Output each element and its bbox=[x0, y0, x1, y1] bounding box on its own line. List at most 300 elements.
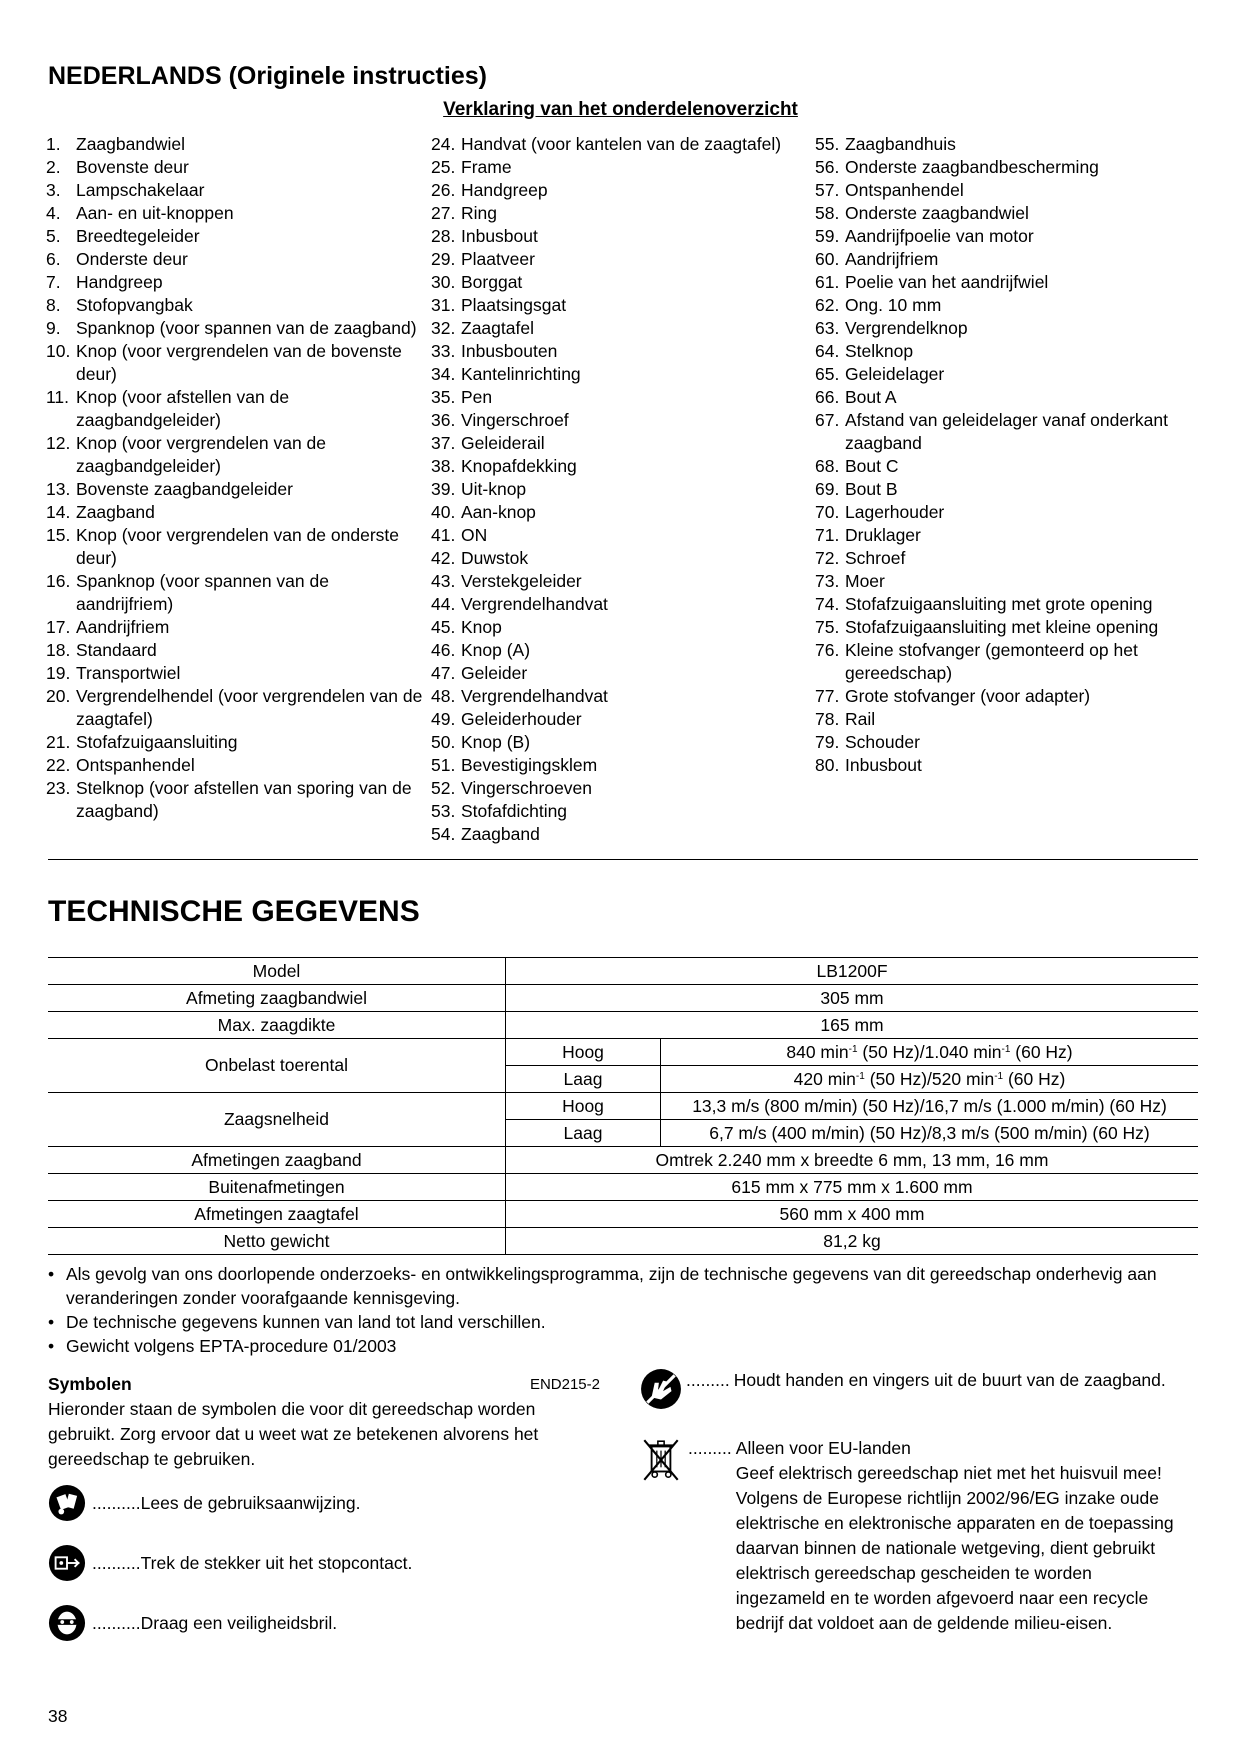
part-label: Stofafzuigaansluiting bbox=[76, 732, 238, 752]
part-item bbox=[431, 317, 811, 340]
part-label: Vergrendelhandvat bbox=[461, 594, 608, 614]
part-item bbox=[431, 363, 811, 386]
part-number: 24. bbox=[431, 134, 456, 154]
part-number: 57. bbox=[815, 180, 840, 200]
symbols-title: Symbolen bbox=[48, 1374, 132, 1394]
part-number: 17. bbox=[46, 617, 71, 637]
part-label: Transportwiel bbox=[76, 663, 181, 683]
spec-value: 305 mm bbox=[506, 985, 1199, 1012]
part-number: 18. bbox=[46, 640, 71, 660]
part-number: 29. bbox=[431, 249, 456, 269]
part-number: 42. bbox=[431, 548, 456, 568]
spec-sublabel: Hoog bbox=[506, 1093, 661, 1120]
part-label: Geleiderail bbox=[461, 433, 545, 453]
part-number: 62. bbox=[815, 295, 840, 315]
symbol-hands: ......... Houdt handen en vingers uit de buurt van de zaagband. bbox=[640, 1368, 1184, 1410]
part-number: 7. bbox=[46, 272, 61, 292]
eu-line: Alleen voor EU-landen bbox=[735, 1438, 911, 1458]
part-number: 43. bbox=[431, 571, 456, 591]
part-item bbox=[431, 179, 811, 202]
parts-list-col-2 bbox=[431, 133, 811, 846]
part-number: 2. bbox=[46, 157, 61, 177]
part-item bbox=[815, 294, 1205, 317]
part-item bbox=[431, 340, 811, 363]
part-item bbox=[815, 363, 1205, 386]
part-item bbox=[431, 731, 811, 754]
spec-row-blade bbox=[48, 1147, 1198, 1174]
part-item bbox=[46, 202, 426, 225]
spec-value: 13,3 m/s (800 m/min) (50 Hz)/16,7 m/s (1.000 m/min) (60 Hz) bbox=[661, 1093, 1199, 1120]
part-label: Bovenste zaagbandgeleider bbox=[76, 479, 293, 499]
part-item bbox=[46, 133, 426, 156]
note-item: • Gewicht volgens EPTA-procedure 01/2003 bbox=[48, 1336, 397, 1356]
part-item bbox=[46, 524, 426, 570]
part-label: Frame bbox=[461, 157, 512, 177]
part-number: 52. bbox=[431, 778, 456, 798]
part-number: 4. bbox=[46, 203, 61, 223]
part-number: 46. bbox=[431, 640, 456, 660]
part-item bbox=[815, 202, 1205, 225]
part-label: Aan- en uit-knoppen bbox=[76, 203, 234, 223]
part-item bbox=[46, 639, 426, 662]
spec-label: Onbelast toerental bbox=[48, 1039, 506, 1093]
spec-value: 840 $\min^{-1} (50$ Hz)/1.040 $\min^{-1} (60$ Hz) bbox=[661, 1039, 1199, 1066]
part-number: 78. bbox=[815, 709, 840, 729]
part-label: Zaagtafel bbox=[461, 318, 534, 338]
part-item bbox=[815, 731, 1205, 754]
part-number: 50. bbox=[431, 732, 456, 752]
part-item bbox=[431, 409, 811, 432]
spec-sublabel: Laag bbox=[506, 1066, 661, 1093]
part-label: Uit-knop bbox=[461, 479, 527, 499]
symbol-read-manual: .......... Lees de gebruiksaanwijzing. bbox=[48, 1484, 361, 1522]
spec-value: 165 mm bbox=[506, 1012, 1199, 1039]
spec-row-table bbox=[48, 1201, 1198, 1228]
symbols-code: END215-2 bbox=[529, 1376, 600, 1393]
spec-row-outer bbox=[48, 1174, 1198, 1201]
part-number: 23. bbox=[46, 778, 71, 798]
part-number: 34. bbox=[431, 364, 456, 384]
part-number: 65. bbox=[815, 364, 840, 384]
spec-row-model bbox=[48, 958, 1198, 985]
part-number: 12. bbox=[46, 433, 71, 453]
part-item bbox=[46, 317, 426, 340]
part-item bbox=[431, 570, 811, 593]
part-number: 30. bbox=[431, 272, 456, 292]
part-label: Aandrijfpoelie van motor bbox=[845, 226, 1034, 246]
part-number: 49. bbox=[431, 709, 456, 729]
part-label: Bevestigingsklem bbox=[461, 755, 598, 775]
part-label: Stofafzuigaansluiting met kleine opening bbox=[845, 617, 1159, 637]
part-item bbox=[431, 225, 811, 248]
symbol-label: Draag een veiligheidsbril. bbox=[140, 1612, 338, 1633]
part-label: Lagerhouder bbox=[845, 502, 945, 522]
part-item bbox=[431, 156, 811, 179]
parts-list-col-3 bbox=[815, 133, 1205, 777]
part-item bbox=[46, 616, 426, 639]
safety-goggles-icon bbox=[48, 1604, 86, 1642]
note-item: • Als gevolg van ons doorlopende onderzoeks- en ontwikkelingsprogramma, zijn de technische gegevens van dit gereedschap onderhevig aan veranderingen zonder voorafgaande kennisgeving. bbox=[48, 1264, 1157, 1308]
part-number: 59. bbox=[815, 226, 840, 246]
keep-hands-away-icon bbox=[640, 1368, 682, 1410]
part-item bbox=[46, 340, 426, 386]
part-item bbox=[815, 225, 1205, 248]
spec-value: LB1200F bbox=[506, 958, 1199, 985]
part-number: 27. bbox=[431, 203, 456, 223]
part-number: 75. bbox=[815, 617, 840, 637]
part-label: Knop bbox=[461, 617, 502, 637]
part-number: 60. bbox=[815, 249, 840, 269]
part-label: Onderste deur bbox=[76, 249, 188, 269]
spec-label: Netto gewicht bbox=[48, 1228, 506, 1255]
parts-list-col-1 bbox=[46, 133, 426, 823]
part-number: 63. bbox=[815, 318, 840, 338]
part-item bbox=[815, 248, 1205, 271]
part-label: Afstand van geleidelager vanaf onderkant zaagband bbox=[845, 410, 1169, 453]
part-item bbox=[431, 294, 811, 317]
part-number: 72. bbox=[815, 548, 840, 568]
part-item bbox=[815, 616, 1205, 639]
part-label: Zaagband bbox=[461, 824, 540, 844]
part-item bbox=[431, 777, 811, 800]
part-number: 26. bbox=[431, 180, 456, 200]
part-number: 22. bbox=[46, 755, 71, 775]
part-number: 79. bbox=[815, 732, 840, 752]
part-label: Onderste zaagbandbescherming bbox=[845, 157, 1099, 177]
part-number: 48. bbox=[431, 686, 456, 706]
part-item bbox=[815, 501, 1205, 524]
part-label: Rail bbox=[845, 709, 876, 729]
part-item bbox=[46, 179, 426, 202]
part-item bbox=[815, 386, 1205, 409]
tech-title: TECHNISCHE GEGEVENS bbox=[48, 895, 420, 928]
part-number: 3. bbox=[46, 180, 61, 200]
part-item bbox=[815, 685, 1205, 708]
part-label: Stofafdichting bbox=[461, 801, 568, 821]
spec-table bbox=[48, 957, 1198, 1255]
eu-text bbox=[736, 1436, 1186, 1636]
part-label: Aan-knop bbox=[461, 502, 536, 522]
part-number: 45. bbox=[431, 617, 456, 637]
parts-heading: Verklaring van het onderdelenoverzicht bbox=[443, 99, 798, 120]
part-number: 38. bbox=[431, 456, 456, 476]
part-number: 6. bbox=[46, 249, 61, 269]
part-number: 51. bbox=[431, 755, 456, 775]
part-item bbox=[46, 156, 426, 179]
part-label: Inbusbout bbox=[461, 226, 538, 246]
spec-label: Afmeting zaagbandwiel bbox=[48, 985, 506, 1012]
part-label: Pen bbox=[461, 387, 493, 407]
part-label: Druklager bbox=[845, 525, 921, 545]
part-label: Inbusbouten bbox=[461, 341, 558, 361]
symbol-label: Houdt handen en vingers uit de buurt van de zaagband. bbox=[733, 1370, 1166, 1390]
part-number: 55. bbox=[815, 134, 840, 154]
spec-label: Zaagsnelheid bbox=[48, 1093, 506, 1147]
section-divider bbox=[48, 859, 1198, 860]
part-label: Inbusbout bbox=[845, 755, 922, 775]
part-label: Geleider bbox=[461, 663, 528, 683]
part-label: Bovenste deur bbox=[76, 157, 189, 177]
part-item bbox=[815, 179, 1205, 202]
part-number: 40. bbox=[431, 502, 456, 522]
spec-value: 560 mm x 400 mm bbox=[506, 1201, 1199, 1228]
part-label: Vingerschroef bbox=[461, 410, 569, 430]
part-label: Moer bbox=[845, 571, 885, 591]
symbol-eu-disposal: ......... Alleen voor EU-landen Geef elektrisch gereedschap niet met het huisvuil mee! Volgens de Europese richtlijn 2002/96/EG inzake oude elektrische en elektronische apparaten en de toepassing daarvan binnen de nationale wetgeving, dient gebruikt elektrisch gereedschap gescheiden te worden ingezameld en te worden afgevoerd naar een recycle bedrijf dat voldoet aan de geldende milieu-eisen. bbox=[640, 1436, 1186, 1636]
part-item bbox=[431, 662, 811, 685]
part-number: 14. bbox=[46, 502, 71, 522]
part-item bbox=[815, 524, 1205, 547]
part-item bbox=[431, 478, 811, 501]
part-number: 69. bbox=[815, 479, 840, 499]
part-number: 10. bbox=[46, 341, 71, 361]
spec-notes bbox=[48, 1262, 1198, 1358]
spec-label: Buitenafmetingen bbox=[48, 1174, 506, 1201]
part-item bbox=[431, 386, 811, 409]
part-label: Verstekgeleider bbox=[461, 571, 582, 591]
part-label: Knopafdekking bbox=[461, 456, 577, 476]
part-number: 67. bbox=[815, 410, 840, 430]
part-item bbox=[431, 800, 811, 823]
crossed-bin-icon bbox=[640, 1436, 682, 1484]
read-manual-icon bbox=[48, 1484, 86, 1522]
part-item bbox=[431, 823, 811, 846]
page-number: 38 bbox=[48, 1706, 68, 1726]
part-label: Ong. 10 mm bbox=[845, 295, 942, 315]
part-number: 71. bbox=[815, 525, 840, 545]
part-number: 70. bbox=[815, 502, 840, 522]
part-number: 32. bbox=[431, 318, 456, 338]
part-label: Ontspanhendel bbox=[845, 180, 964, 200]
part-label: Grote stofvanger (voor adapter) bbox=[845, 686, 1091, 706]
part-label: Stofopvangbak bbox=[76, 295, 193, 315]
part-number: 25. bbox=[431, 157, 456, 177]
part-label: Spanknop (voor spannen van de aandrijfriem) bbox=[76, 571, 329, 614]
part-item bbox=[815, 409, 1205, 455]
spec-label: Model bbox=[48, 958, 506, 985]
part-item bbox=[46, 386, 426, 432]
part-number: 37. bbox=[431, 433, 456, 453]
spec-value: 81,2 kg bbox=[506, 1228, 1199, 1255]
spec-row-wheel bbox=[48, 985, 1198, 1012]
symbols-header bbox=[48, 1372, 600, 1397]
part-item bbox=[431, 547, 811, 570]
part-item bbox=[46, 294, 426, 317]
part-label: Vergrendelhandvat bbox=[461, 686, 608, 706]
part-number: 73. bbox=[815, 571, 840, 591]
part-label: Geleidelager bbox=[845, 364, 945, 384]
part-item bbox=[46, 501, 426, 524]
symbol-label: Trek de stekker uit het stopcontact. bbox=[140, 1552, 413, 1573]
part-item bbox=[431, 616, 811, 639]
part-number: 74. bbox=[815, 594, 840, 614]
spec-row-saw-high bbox=[48, 1093, 1198, 1120]
eu-line: Geef elektrisch gereedschap niet met het huisvuil mee! bbox=[735, 1463, 1162, 1483]
part-label: Vergrendelknop bbox=[845, 318, 968, 338]
part-number: 56. bbox=[815, 157, 840, 177]
part-number: 39. bbox=[431, 479, 456, 499]
part-label: Knop (voor vergrendelen van de onderste deur) bbox=[76, 525, 399, 568]
part-label: Bout A bbox=[845, 387, 897, 407]
part-label: Zaagbandhuis bbox=[845, 134, 956, 154]
part-item bbox=[431, 685, 811, 708]
part-label: Spanknop (voor spannen van de zaagband) bbox=[76, 318, 417, 338]
part-number: 58. bbox=[815, 203, 840, 223]
part-item bbox=[431, 754, 811, 777]
part-number: 1. bbox=[46, 134, 61, 154]
spec-value: 6,7 m/s (400 m/min) (50 Hz)/8,3 m/s (500 m/min) (60 Hz) bbox=[661, 1120, 1199, 1147]
spec-row-depth bbox=[48, 1012, 1198, 1039]
part-label: Stelknop (voor afstellen van sporing van de zaagband) bbox=[76, 778, 412, 821]
part-label: Zaagbandwiel bbox=[76, 134, 185, 154]
part-label: Onderste zaagbandwiel bbox=[845, 203, 1029, 223]
part-item bbox=[431, 133, 811, 156]
part-label: Bout B bbox=[845, 479, 898, 499]
eu-line: Volgens de Europese richtlijn 2002/96/EG inzake oude elektrische en elektronische apparaten en de toepassing daarvan binnen de nationale wetgeving, dient gebruikt elektrisch gereedschap gescheiden te worden ingezameld en te worden afgevoerd naar een recycle bedrijf dat voldoet aan de geldende milieu-eisen. bbox=[735, 1488, 1174, 1633]
part-item bbox=[815, 455, 1205, 478]
part-label: Duwstok bbox=[461, 548, 529, 568]
part-label: Schroef bbox=[845, 548, 906, 568]
part-number: 15. bbox=[46, 525, 71, 545]
spec-row-weight bbox=[48, 1228, 1198, 1255]
symbols-section bbox=[48, 1372, 600, 1633]
part-label: Kleine stofvanger (gemonteerd op het gereedschap) bbox=[845, 640, 1138, 683]
part-label: ON bbox=[461, 525, 488, 545]
part-item bbox=[46, 731, 426, 754]
part-item bbox=[46, 432, 426, 478]
part-number: 5. bbox=[46, 226, 61, 246]
spec-value: 420 $\min^{-1} (50$ Hz)/520 $\min^{-1} (60$ Hz) bbox=[661, 1066, 1199, 1093]
part-label: Ring bbox=[461, 203, 497, 223]
unplug-icon bbox=[48, 1544, 86, 1582]
part-label: Plaatveer bbox=[461, 249, 535, 269]
part-number: 8. bbox=[46, 295, 61, 315]
part-number: 33. bbox=[431, 341, 456, 361]
spec-label: Afmetingen zaagband bbox=[48, 1147, 506, 1174]
part-item bbox=[431, 708, 811, 731]
part-item bbox=[431, 501, 811, 524]
part-number: 53. bbox=[431, 801, 456, 821]
part-number: 77. bbox=[815, 686, 840, 706]
part-label: Knop (voor afstellen van de zaagbandgeleider) bbox=[76, 387, 290, 430]
part-number: 44. bbox=[431, 594, 456, 614]
part-label: Borggat bbox=[461, 272, 523, 292]
note-item: • De technische gegevens kunnen van land tot land verschillen. bbox=[48, 1312, 546, 1332]
part-item bbox=[815, 547, 1205, 570]
part-label: Aandrijfriem bbox=[845, 249, 939, 269]
page-title: NEDERLANDS (Originele instructies) bbox=[48, 62, 487, 90]
part-item bbox=[815, 478, 1205, 501]
part-item bbox=[815, 340, 1205, 363]
part-item bbox=[46, 662, 426, 685]
part-number: 36. bbox=[431, 410, 456, 430]
part-item bbox=[815, 708, 1205, 731]
part-number: 76. bbox=[815, 640, 840, 660]
symbols-intro: Hieronder staan de symbolen die voor dit gereedschap worden gebruikt. Zorg ervoor dat u weet wat ze betekenen alvorens het gereedschap te gebruiken. bbox=[48, 1399, 539, 1469]
part-label: Standaard bbox=[76, 640, 157, 660]
part-label: Geleiderhouder bbox=[461, 709, 582, 729]
part-label: Bout C bbox=[845, 456, 899, 476]
part-number: 16. bbox=[46, 571, 71, 591]
part-item bbox=[431, 202, 811, 225]
part-label: Knop (A) bbox=[461, 640, 531, 660]
part-item bbox=[815, 593, 1205, 616]
part-number: 61. bbox=[815, 272, 840, 292]
part-number: 64. bbox=[815, 341, 840, 361]
part-number: 21. bbox=[46, 732, 71, 752]
spec-label: Afmetingen zaagtafel bbox=[48, 1201, 506, 1228]
part-label: Plaatsingsgat bbox=[461, 295, 567, 315]
part-label: Breedtegeleider bbox=[76, 226, 200, 246]
part-label: Vergrendelhendel (voor vergrendelen van de zaagtafel) bbox=[76, 686, 423, 729]
part-label: Stofafzuigaansluiting met grote opening bbox=[845, 594, 1153, 614]
part-label: Knop (B) bbox=[461, 732, 531, 752]
symbol-goggles: .......... Draag een veiligheidsbril. bbox=[48, 1604, 337, 1642]
part-number: 68. bbox=[815, 456, 840, 476]
part-label: Vingerschroeven bbox=[461, 778, 593, 798]
spec-sublabel: Laag bbox=[506, 1120, 661, 1147]
part-number: 13. bbox=[46, 479, 71, 499]
spec-row-speed-high bbox=[48, 1039, 1198, 1066]
part-number: 9. bbox=[46, 318, 61, 338]
part-item bbox=[815, 570, 1205, 593]
part-item bbox=[431, 248, 811, 271]
part-label: Handvat (voor kantelen van de zaagtafel) bbox=[461, 134, 782, 154]
spec-value: Omtrek 2.240 mm x breedte 6 mm, 13 mm, 16 mm bbox=[506, 1147, 1199, 1174]
part-item bbox=[815, 639, 1205, 685]
spec-label: Max. zaagdikte bbox=[48, 1012, 506, 1039]
part-label: Knop (voor vergrendelen van de zaagbandgeleider) bbox=[76, 433, 327, 476]
part-number: 47. bbox=[431, 663, 456, 683]
part-item bbox=[46, 271, 426, 294]
part-label: Aandrijfriem bbox=[76, 617, 170, 637]
part-label: Handgreep bbox=[76, 272, 163, 292]
part-item bbox=[46, 248, 426, 271]
part-item bbox=[46, 685, 426, 731]
part-number: 54. bbox=[431, 824, 456, 844]
part-label: Knop (voor vergrendelen van de bovenste deur) bbox=[76, 341, 402, 384]
part-item bbox=[431, 593, 811, 616]
part-item bbox=[431, 524, 811, 547]
part-item bbox=[431, 271, 811, 294]
part-item bbox=[815, 271, 1205, 294]
symbol-label: Lees de gebruiksaanwijzing. bbox=[140, 1492, 361, 1513]
part-item bbox=[46, 777, 426, 823]
part-number: 19. bbox=[46, 663, 71, 683]
part-label: Kantelinrichting bbox=[461, 364, 581, 384]
part-item bbox=[815, 133, 1205, 156]
part-item bbox=[815, 317, 1205, 340]
part-label: Poelie van het aandrijfwiel bbox=[845, 272, 1049, 292]
part-label: Handgreep bbox=[461, 180, 548, 200]
part-number: 35. bbox=[431, 387, 456, 407]
part-label: Ontspanhendel bbox=[76, 755, 195, 775]
part-item bbox=[431, 639, 811, 662]
part-label: Stelknop bbox=[845, 341, 914, 361]
part-item bbox=[46, 570, 426, 616]
spec-value: 615 mm x 775 mm x 1.600 mm bbox=[506, 1174, 1199, 1201]
part-item bbox=[431, 432, 811, 455]
part-number: 11. bbox=[46, 387, 70, 407]
part-label: Lampschakelaar bbox=[76, 180, 205, 200]
part-number: 80. bbox=[815, 755, 840, 775]
part-number: 66. bbox=[815, 387, 840, 407]
part-label: Schouder bbox=[845, 732, 920, 752]
part-number: 20. bbox=[46, 686, 71, 706]
part-number: 28. bbox=[431, 226, 456, 246]
part-item bbox=[46, 754, 426, 777]
part-item bbox=[815, 754, 1205, 777]
